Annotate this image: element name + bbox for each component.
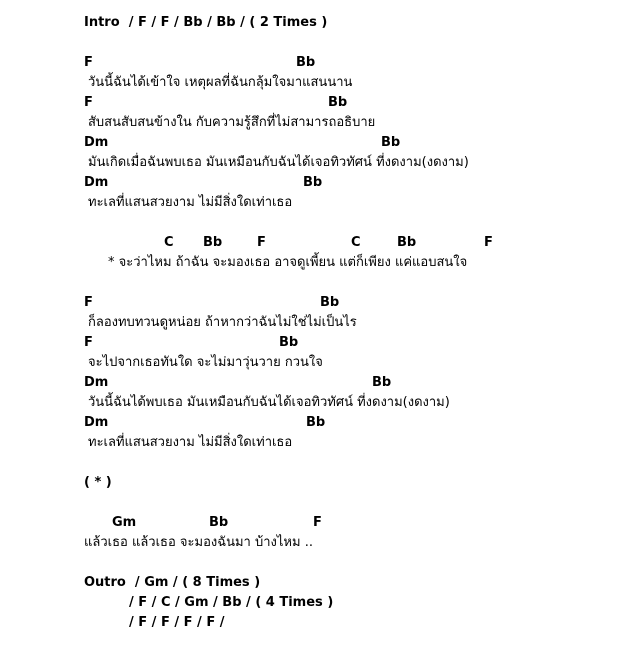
chord: Bb [209,515,229,530]
chord: Dm [84,375,109,390]
outro-line: / F / F / F / F / [129,615,225,630]
chorus-lyric: * จะว่าไหม ถ้าฉัน จะมองเธอ อาจดูเพี้ยน แต่ก็เพียง แค่แอบสนใจ [108,255,468,270]
chord: Bb [397,235,417,250]
chord: Dm [84,415,109,430]
outro-line: / F / C / Gm / Bb / ( 4 Times ) [129,595,334,610]
lyric-line: สับสนสับสนข้างใน กับความรู้สึกที่ไม่สามารถอธิบาย [88,115,376,130]
chord: Bb [328,95,348,110]
chord: Bb [320,295,340,310]
outro-line: Outro / Gm / ( 8 Times ) [84,575,261,590]
lyric-line: วันนี้ฉันได้พบเธอ มันเหมือนกับฉันได้เจอทิวทัศน์ ที่งดงาม(งดงาม) [88,395,450,410]
chord: F [84,295,93,310]
chord: Dm [84,135,109,150]
chord: Bb [296,55,316,70]
chord: F [84,55,93,70]
chord: F [484,235,493,250]
chord: F [257,235,266,250]
lyric-line: มันเกิดเมื่อฉันพบเธอ มันเหมือนกับฉันได้เจอทิวทัศน์ ที่งดงาม(งดงาม) [88,155,469,170]
bridge-lyric: แล้วเธอ แล้วเธอ จะมองฉันมา บ้างไหม .. [84,535,313,550]
chord: Bb [306,415,326,430]
lyric-line: วันนี้ฉันได้เข้าใจ เหตุผลที่ฉันกลุ้มใจมาแสนนาน [88,75,353,90]
repeat-marker: ( * ) [84,475,112,490]
chord: F [84,335,93,350]
lyric-line: จะไปจากเธอทันใด จะไม่มาวุ่นวาย กวนใจ [88,355,323,370]
intro-line: Intro / F / F / Bb / Bb / ( 2 Times ) [84,15,328,30]
chord: C [351,235,361,250]
chord: Dm [84,175,109,190]
chord: Bb [279,335,299,350]
chord: F [313,515,322,530]
chord: Gm [112,515,137,530]
lyric-line: ทะเลที่แสนสวยงาม ไม่มีสิ่งใดเท่าเธอ [88,435,293,450]
chord: C [164,235,174,250]
chord: F [84,95,93,110]
chord: Bb [372,375,392,390]
chord: Bb [203,235,223,250]
chord: Bb [381,135,401,150]
lyric-line: ก็ลองทบทวนดูหน่อย ถ้าหากว่าฉันไม่ใช่ไม่เป็นไร [88,315,357,330]
lyric-line: ทะเลที่แสนสวยงาม ไม่มีสิ่งใดเท่าเธอ [88,195,293,210]
chord: Bb [303,175,323,190]
